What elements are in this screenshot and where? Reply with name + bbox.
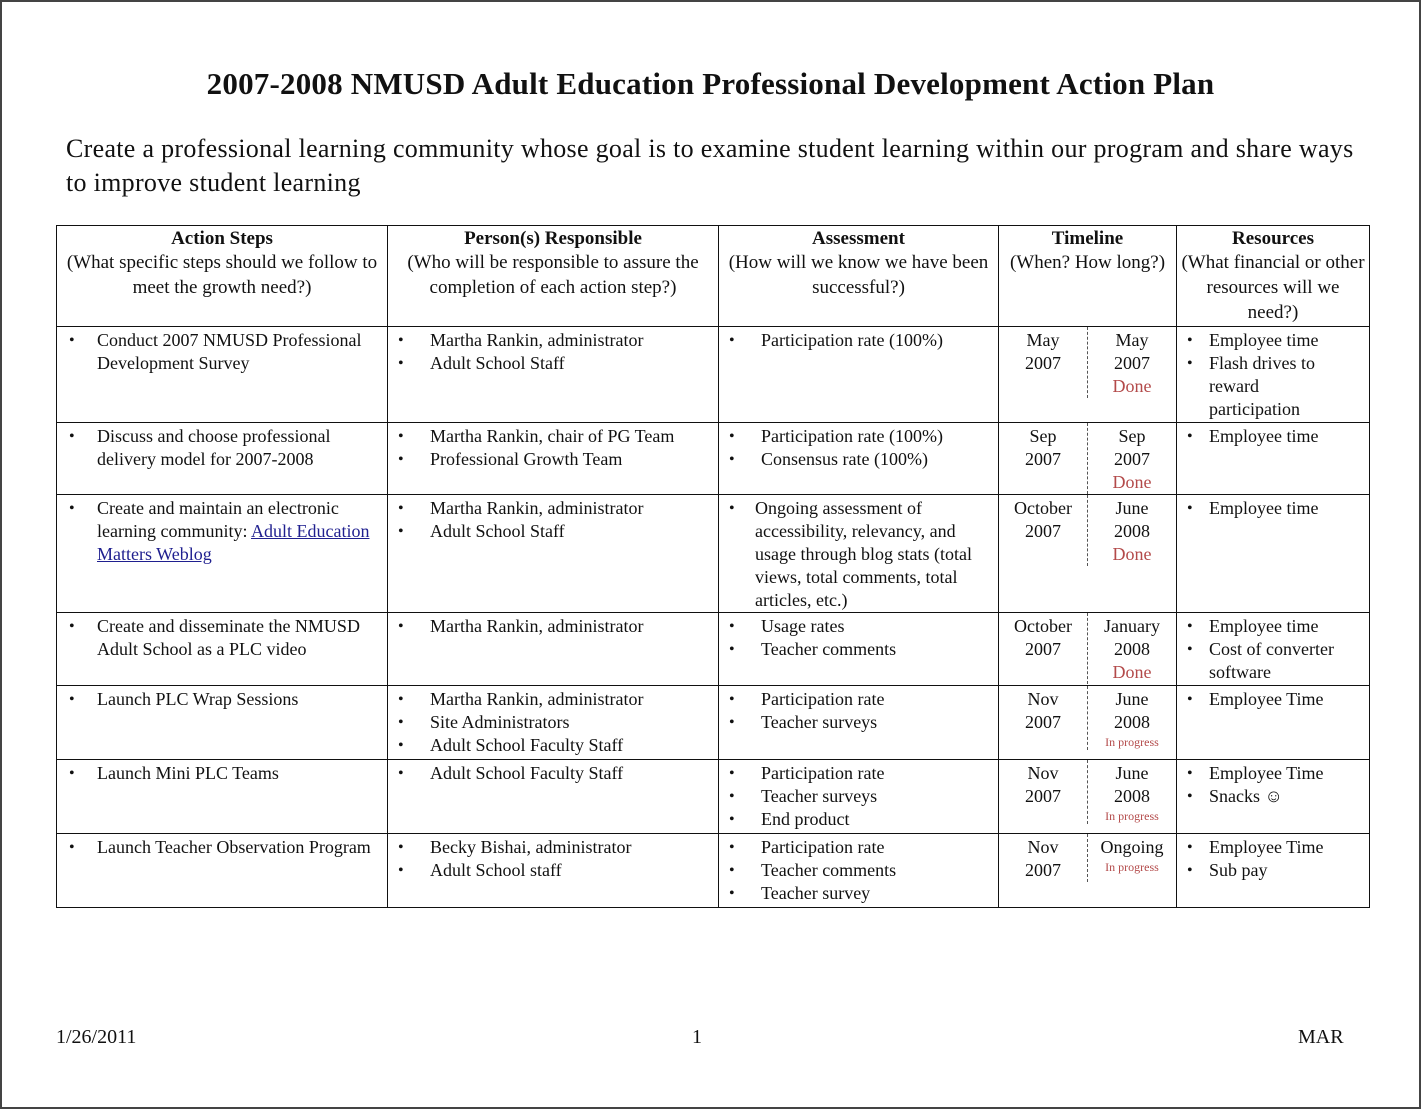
header-action-steps bbox=[57, 226, 388, 327]
weblog-link[interactable]: Adult Education Matters Weblog bbox=[97, 521, 370, 564]
timeline-end bbox=[1087, 423, 1176, 494]
action-step: • Conduct 2007 NMUSD Professional Development Survey bbox=[63, 329, 393, 375]
action-step-cell bbox=[57, 834, 388, 908]
footer-page-number: 1 bbox=[692, 1026, 702, 1048]
assessment-cell bbox=[719, 495, 999, 613]
action-step: • Launch Mini PLC Teams bbox=[63, 762, 393, 785]
person-item: • Adult School Staff bbox=[388, 520, 718, 543]
assessment-item: • Teacher surveys bbox=[719, 711, 998, 734]
assessment-item: • Teacher comments bbox=[719, 638, 998, 661]
timeline-cell bbox=[999, 495, 1177, 613]
end-month: June bbox=[1115, 689, 1149, 709]
start-year: 2007 bbox=[1025, 712, 1061, 732]
resources-cell bbox=[1177, 423, 1370, 495]
header-subtitle: (What specific steps should we follow to meet the growth need?) bbox=[66, 252, 378, 298]
start-year: 2007 bbox=[1025, 860, 1061, 880]
resource-text: • Flash drives to reward participation bbox=[1209, 353, 1315, 419]
start-year: 2007 bbox=[1025, 639, 1061, 659]
resource-item: • Employee Time bbox=[1177, 762, 1369, 785]
assessment-item: • Ongoing assessment of accessibility, relevancy, and usage through blog stats (total views, total comments, total articles, etc.) bbox=[719, 497, 998, 612]
end-year: 2008 bbox=[1114, 639, 1150, 659]
table-row bbox=[57, 423, 1370, 495]
end-year: 2008 bbox=[1114, 786, 1150, 806]
header-title: Person(s) Responsible bbox=[464, 228, 642, 249]
start-month: Nov bbox=[1027, 837, 1059, 857]
end-month: Ongoing bbox=[1100, 837, 1164, 857]
action-step: • Launch PLC Wrap Sessions bbox=[63, 688, 393, 711]
assessment-item: • Teacher surveys bbox=[719, 785, 998, 808]
assessment-item: • Usage rates bbox=[719, 615, 998, 638]
resources-cell bbox=[1177, 686, 1370, 760]
start-year: 2007 bbox=[1025, 786, 1061, 806]
action-step: • Launch Teacher Observation Program bbox=[63, 836, 393, 859]
header-title: Assessment bbox=[812, 228, 905, 249]
resource-item: • Cost of converter software bbox=[1177, 638, 1369, 684]
resource-item: • Snacks ☺ bbox=[1177, 785, 1369, 808]
timeline-start bbox=[999, 760, 1087, 824]
action-step-cell bbox=[57, 760, 388, 834]
start-month: October bbox=[1014, 498, 1072, 518]
start-month: October bbox=[1014, 616, 1072, 636]
action-plan-table bbox=[56, 225, 1370, 908]
status-label: In progress bbox=[1105, 860, 1159, 874]
table-row bbox=[57, 834, 1370, 908]
end-month: Sep bbox=[1118, 426, 1146, 446]
timeline-cell bbox=[999, 423, 1177, 495]
header-assessment bbox=[719, 226, 999, 327]
assessment-item: • Teacher survey bbox=[719, 882, 998, 905]
start-month: May bbox=[1026, 330, 1060, 350]
timeline-end bbox=[1087, 613, 1176, 684]
person-item: • Martha Rankin, administrator bbox=[388, 329, 718, 352]
resources-cell bbox=[1177, 760, 1370, 834]
assessment-cell bbox=[719, 613, 999, 686]
person-item: • Adult School Staff bbox=[388, 352, 718, 375]
action-step-cell bbox=[57, 613, 388, 686]
status-label: Done bbox=[1112, 376, 1152, 396]
header-persons-responsible bbox=[388, 226, 719, 327]
resource-item: • Employee time bbox=[1177, 425, 1369, 448]
timeline-end bbox=[1087, 327, 1176, 398]
start-year: 2007 bbox=[1025, 449, 1061, 469]
table-header-row bbox=[57, 226, 1370, 327]
header-subtitle: (When? How long?) bbox=[1009, 252, 1166, 273]
timeline-start bbox=[999, 327, 1087, 398]
assessment-cell bbox=[719, 423, 999, 495]
action-step-cell bbox=[57, 495, 388, 613]
action-step-cell bbox=[57, 423, 388, 495]
person-item: • Martha Rankin, administrator bbox=[388, 688, 718, 711]
resource-item bbox=[1177, 352, 1369, 421]
status-label: In progress bbox=[1105, 809, 1159, 823]
assessment-item: • Participation rate (100%) bbox=[719, 329, 998, 352]
timeline-cell bbox=[999, 613, 1177, 686]
table-row bbox=[57, 495, 1370, 613]
timeline-end bbox=[1087, 495, 1176, 566]
resources-cell bbox=[1177, 495, 1370, 613]
header-title: Resources bbox=[1232, 228, 1314, 249]
person-item: • Martha Rankin, administrator bbox=[388, 615, 718, 638]
action-step-cell bbox=[57, 327, 388, 423]
timeline-end bbox=[1087, 834, 1176, 882]
header-subtitle: (What financial or other resources will we need?) bbox=[1181, 252, 1365, 323]
person-item: • Site Administrators bbox=[388, 711, 718, 734]
assessment-cell bbox=[719, 834, 999, 908]
start-month: Sep bbox=[1029, 426, 1057, 446]
status-label: In progress bbox=[1105, 735, 1159, 749]
table-row bbox=[57, 613, 1370, 686]
persons-cell bbox=[388, 423, 719, 495]
person-item: • Professional Growth Team bbox=[388, 448, 718, 471]
persons-cell bbox=[388, 834, 719, 908]
end-month: May bbox=[1115, 330, 1149, 350]
assessment-cell bbox=[719, 327, 999, 423]
action-step-text: Create and maintain an electronic learning community: bbox=[97, 498, 339, 541]
goal-statement: Create a professional learning community whose goal is to examine student learning within our program and share ways to improve student learning bbox=[66, 134, 1354, 197]
resource-item: • Employee time bbox=[1177, 615, 1369, 638]
person-item: • Adult School staff bbox=[388, 859, 718, 882]
table-row bbox=[57, 686, 1370, 760]
assessment-cell bbox=[719, 686, 999, 760]
resources-cell bbox=[1177, 613, 1370, 686]
assessment-item: • Participation rate bbox=[719, 688, 998, 711]
resources-cell bbox=[1177, 327, 1370, 423]
start-year: 2007 bbox=[1025, 353, 1061, 373]
action-step: • Discuss and choose professional delivery model for 2007-2008 bbox=[63, 425, 393, 471]
timeline-start bbox=[999, 613, 1087, 684]
page-title: 2007-2008 NMUSD Adult Education Professional Development Action Plan bbox=[206, 66, 1215, 101]
assessment-item: • Participation rate (100%) bbox=[719, 425, 998, 448]
header-subtitle: (Who will be responsible to assure the completion of each action step?) bbox=[407, 252, 699, 298]
start-month: Nov bbox=[1027, 689, 1059, 709]
resource-item: • Employee Time bbox=[1177, 836, 1369, 859]
person-item: • Adult School Faculty Staff bbox=[388, 762, 718, 785]
status-label: Done bbox=[1112, 544, 1152, 564]
persons-cell bbox=[388, 327, 719, 423]
resources-cell bbox=[1177, 834, 1370, 908]
table-row bbox=[57, 760, 1370, 834]
assessment-item: • Participation rate bbox=[719, 836, 998, 859]
persons-cell bbox=[388, 613, 719, 686]
end-month: January bbox=[1104, 616, 1160, 636]
timeline-cell bbox=[999, 834, 1177, 908]
timeline-start bbox=[999, 495, 1087, 566]
person-item: • Martha Rankin, chair of PG Team bbox=[388, 425, 718, 448]
timeline-cell bbox=[999, 760, 1177, 834]
person-item: • Martha Rankin, administrator bbox=[388, 497, 718, 520]
end-month: June bbox=[1115, 498, 1149, 518]
resource-item: • Sub pay bbox=[1177, 859, 1369, 882]
footer-date: 1/26/2011 bbox=[56, 1026, 137, 1048]
action-step bbox=[63, 497, 393, 566]
assessment-cell bbox=[719, 760, 999, 834]
resource-item: • Employee time bbox=[1177, 497, 1369, 520]
timeline-cell bbox=[999, 686, 1177, 760]
start-month: Nov bbox=[1027, 763, 1059, 783]
end-year: 2007 bbox=[1114, 353, 1150, 373]
timeline-end bbox=[1087, 686, 1176, 750]
end-year: 2007 bbox=[1114, 449, 1150, 469]
timeline-start bbox=[999, 834, 1087, 882]
assessment-item: • End product bbox=[719, 808, 998, 831]
person-item: • Becky Bishai, administrator bbox=[388, 836, 718, 859]
timeline-start bbox=[999, 423, 1087, 494]
resource-item: • Employee time bbox=[1177, 329, 1369, 352]
table-row bbox=[57, 327, 1370, 423]
status-label: Done bbox=[1112, 662, 1152, 682]
end-month: June bbox=[1115, 763, 1149, 783]
persons-cell bbox=[388, 760, 719, 834]
header-timeline bbox=[999, 226, 1177, 327]
header-title: Timeline bbox=[1051, 228, 1124, 249]
action-step: • Create and disseminate the NMUSD Adult School as a PLC video bbox=[63, 615, 393, 661]
header-resources bbox=[1177, 226, 1370, 327]
action-step-cell bbox=[57, 686, 388, 760]
start-year: 2007 bbox=[1025, 521, 1061, 541]
persons-cell bbox=[388, 686, 719, 760]
timeline-start bbox=[999, 686, 1087, 750]
resource-item: • Employee Time bbox=[1177, 688, 1369, 711]
timeline-cell bbox=[999, 327, 1177, 423]
end-year: 2008 bbox=[1114, 712, 1150, 732]
assessment-item: • Teacher comments bbox=[719, 859, 998, 882]
persons-cell bbox=[388, 495, 719, 613]
status-label: Done bbox=[1112, 472, 1152, 492]
assessment-item: • Consensus rate (100%) bbox=[719, 448, 998, 471]
person-item: • Adult School Faculty Staff bbox=[388, 734, 718, 757]
assessment-item: • Participation rate bbox=[719, 762, 998, 785]
timeline-end bbox=[1087, 760, 1176, 824]
end-year: 2008 bbox=[1114, 521, 1150, 541]
header-title: Action Steps bbox=[171, 228, 273, 249]
footer-initials: MAR bbox=[1298, 1026, 1344, 1048]
header-subtitle: (How will we know we have been successful?) bbox=[728, 252, 989, 298]
